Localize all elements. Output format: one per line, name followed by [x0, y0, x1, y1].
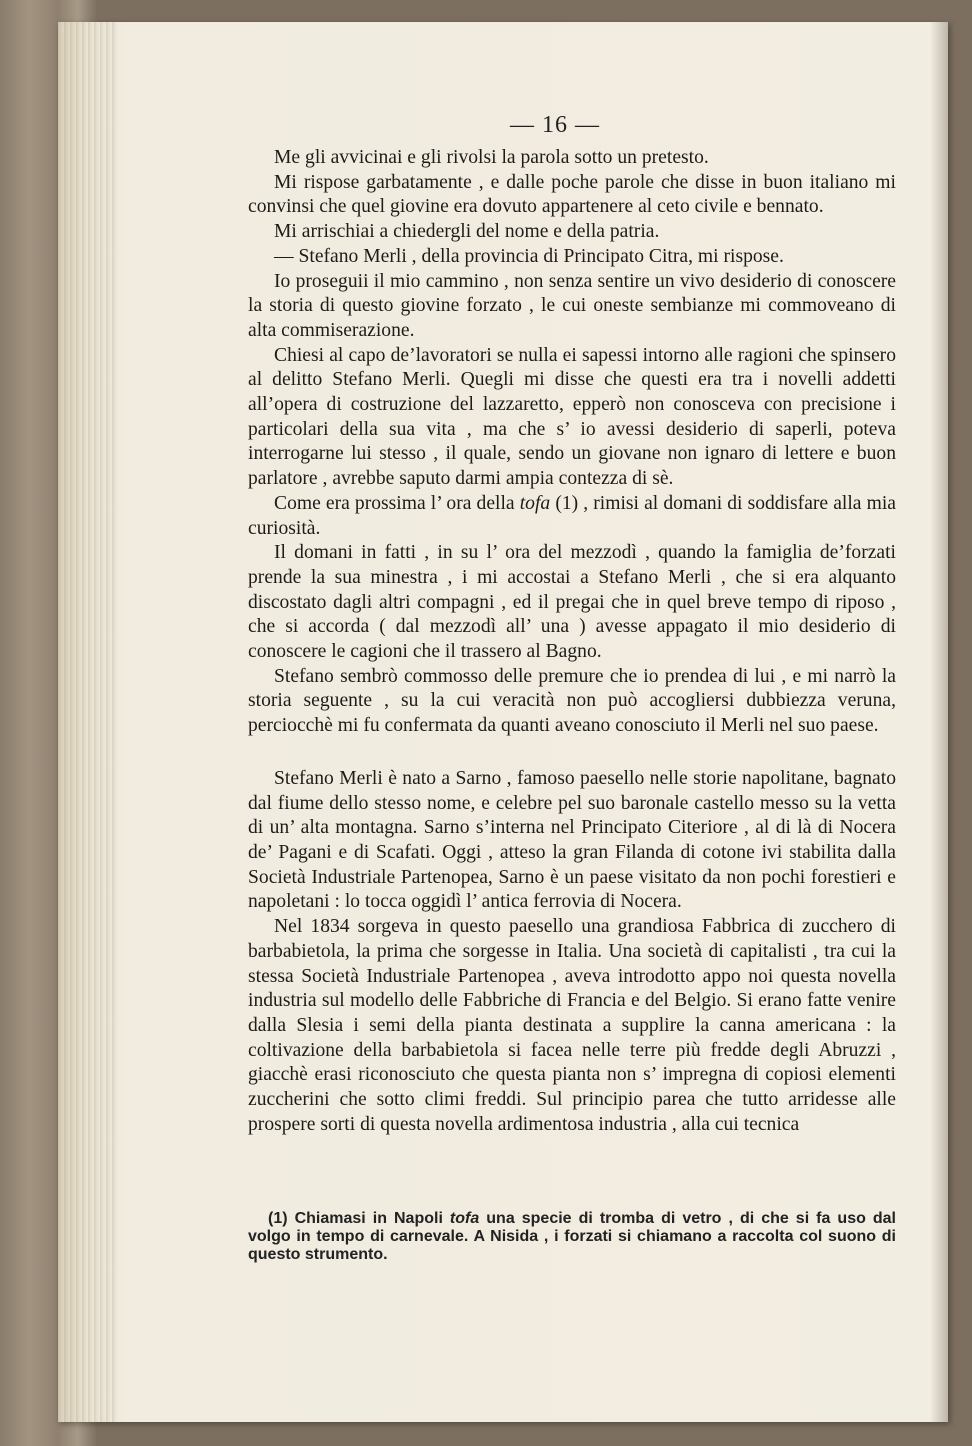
paragraph: Io proseguii il mio cammino , non senza sentire un vivo desiderio di conoscere la storia di questo giovine forzato , le cui oneste sembianze mi commoveano di alta commiserazione. [248, 270, 896, 341]
paragraph: Nel 1834 sorgeva in questo paesello una grandiosa Fabbrica di zucchero di barbabietola, la prima che sorgesse in Italia. Una società di capitalisti , tra cui la stessa Società Industriale Partenopea , aveva introdotto appo noi questa novella industria sul modello delle Fabbriche di Francia e del Belgio. Si erano fatte venire dalla Slesia i semi della pianta destinata a supplire la canna americana : la coltivazione della barbabietola si facea nelle terre più fredde degli Abruzzi , giacchè erasi riconosciuto che questa pianta non s’ impregna di copiosi elementi zuccherini che sotto climi freddi. Sul principio parea che tutto arridesse alle prospere sorti di questa novella ardimentosa industria , alla cui tecnica [248, 916, 896, 1135]
footnote-text: una specie di tromba di vetro , di che si fa uso dal volgo in tempo di carnevale. A Nisida , i forzati si chiamano a raccolta col suono di questo strumento. [248, 1210, 897, 1263]
paragraph: Il domani in fatti , in su l’ ora del mezzodì , quando la famiglia de’forzati prende la sua minestra , i mi accostai a Stefano Merli , che si era alquanto discostato dagli altri compagni , ed il pregai che in quel breve tempo di riposo , che si accorda ( dal mezzodì all’ una ) avesse appagato il mio desiderio di conoscere le cagioni che il trassero al Bagno. [248, 542, 896, 663]
paragraph-text: (1) , rimisi al domani di soddisfare alla mia curiosità. [248, 492, 896, 539]
paragraph: Stefano Merli è nato a Sarno , famoso paesello nelle storie napolitane, bagnato dal fiume dello stesso nome, e celebre pel suo baronale castello messo su la vetta di un’ alta montagna. Sarno s’interna nel Principato Citeriore , al di là di Nocera de’ Pagani e di Scafati. Oggi , atteso la gran Filanda di cotone ivi stabilita dalla Società Industriale Partenopea, Sarno è un paese visitato da non pochi forestieri e napoletani : lo tocca oggidì l’ antica ferrovia di Nocera. [248, 767, 896, 913]
italic-term: tofa [449, 1210, 480, 1227]
body-text [248, 146, 896, 1137]
section-break [248, 739, 896, 767]
paragraph-text: Come era prossima l’ ora della [274, 492, 520, 514]
paragraph [248, 492, 896, 541]
paragraph: Stefano sembrò commosso delle premure che io prendea di lui , e mi narrò la storia seguente , su la cui veracità non può accogliersi dubbiezza veruna, perciocchè mi fu confermata da quanti aveano conosciuto il Merli nel suo paese. [248, 665, 896, 737]
paragraph: — Stefano Merli , della provincia di Principato Citra, mi rispose. [274, 245, 784, 267]
italic-term: tofa [519, 492, 551, 514]
footnote [248, 1210, 896, 1264]
footnote-text: (1) Chiamasi in Napoli [268, 1210, 450, 1227]
paragraph: Chiesi al capo de’lavoratori se nulla ei sapessi intorno alle ragioni che spinsero al delitto Stefano Merli. Quegli mi disse che questi era tra i novelli addetti all’opera di costruzione del lazzaretto, epperò non conosceva con precisione i particolari della sua vita , ma che s’ io avessi desiderio di saperli, poteva interrogarne lui stesso , il quale, sendo un giovane non ignaro di lettere e buon parlatore , avrebbe saputo darmi ampia contezza di sè. [248, 344, 896, 490]
paragraph: Mi rispose garbatamente , e dalle poche parole che disse in buon italiano mi convinsi che quel giovine era dovuto appartenere al ceto civile e bennato. [248, 171, 896, 218]
page-number: — 16 — [510, 112, 600, 138]
paragraph: Me gli avvicinai e gli rivolsi la parola sotto un pretesto. [274, 147, 709, 168]
page-edge-shadow [930, 22, 948, 1422]
paragraph: Mi arrischiai a chiedergli del nome e della patria. [274, 221, 660, 243]
page-gutter-shadow [58, 22, 118, 1422]
footnote-block [248, 1210, 896, 1264]
